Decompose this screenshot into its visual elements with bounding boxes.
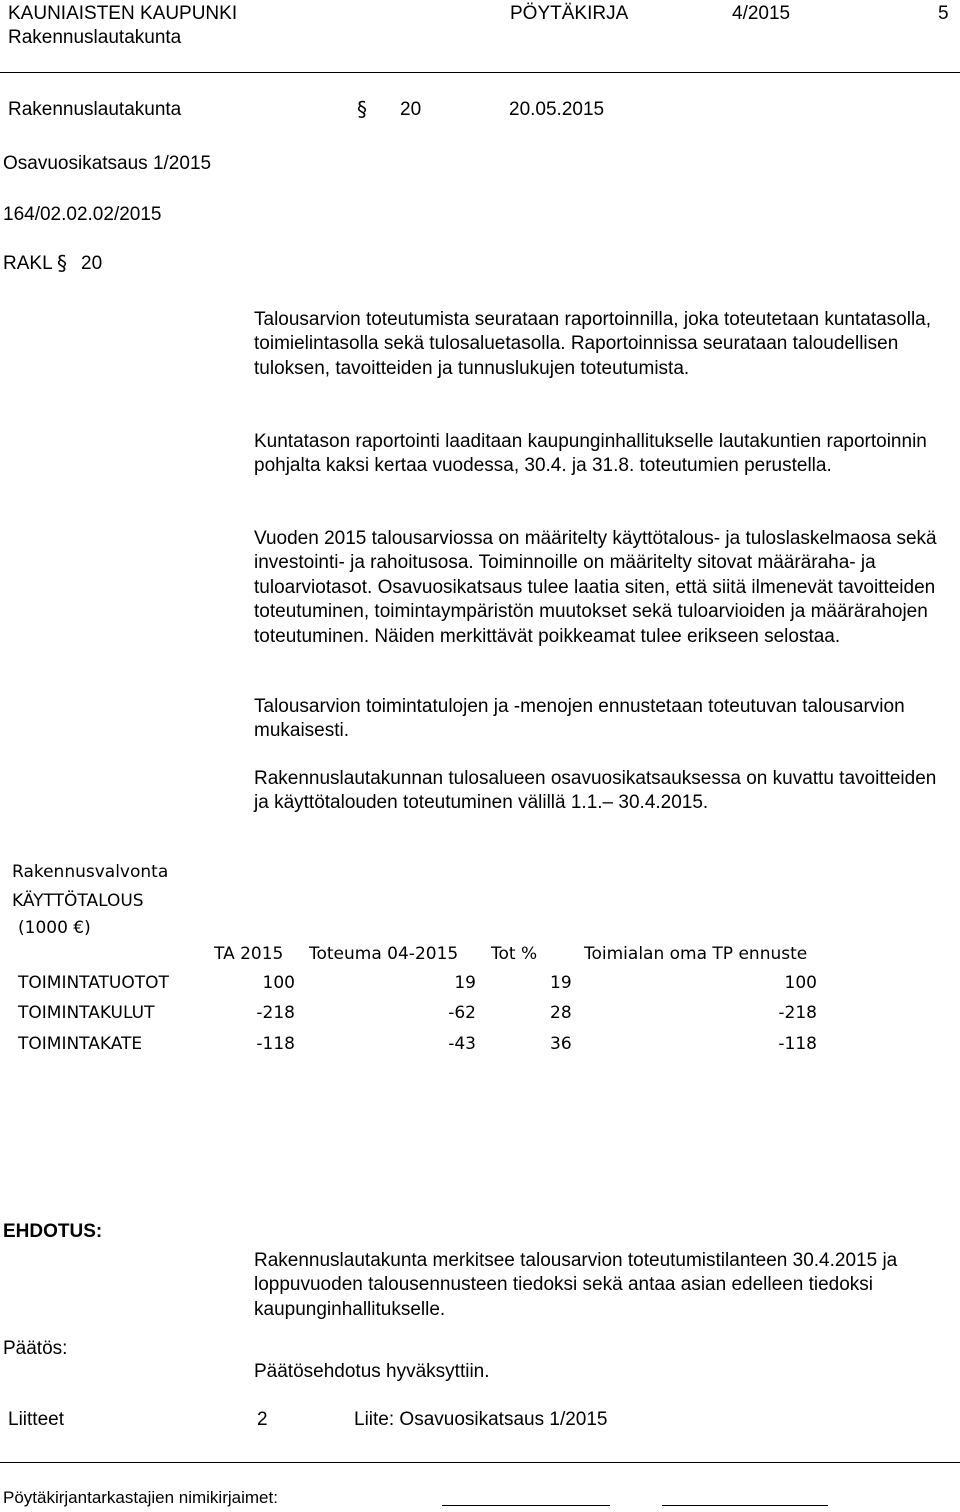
cell-ta: 100 [262, 973, 295, 993]
body-paragraph-5: Rakennuslautakunnan tulosalueen osavuosikatsauksessa on kuvattu tavoitteiden ja käyttötalouden toteutuminen välillä 1.1.– 30.4.2015. [254, 768, 937, 814]
item-title: Osavuosikatsaus 1/2015 [3, 153, 212, 174]
attachments-text: Liite: Osavuosikatsaus 1/2015 [354, 1409, 608, 1430]
column-header-toteuma: Toteuma 04-2015 [309, 944, 459, 964]
cell-toteuma: 19 [454, 973, 476, 993]
cell-toteuma: -43 [448, 1034, 476, 1054]
section-number: 20 [400, 99, 422, 120]
attachments-label: Liitteet [8, 1409, 64, 1430]
body-paragraph-4: Talousarvion toimintatulojen ja -menojen ennustetaan toteutuvan talousarvion mukaisesti. [254, 696, 905, 742]
header-doc-type: PÖYTÄKIRJA [510, 3, 629, 24]
header-body-name: Rakennuslautakunta [8, 27, 182, 48]
body-paragraph-3: Vuoden 2015 talousarviossa on määritelty käyttötalous- ja tuloslaskelmaosa sekä investointi- ja rahoitusosa. Toiminnoille on määritelty sitovat määräraha- ja tuloarviotasot. Osavuosikatsaus tulee laatia siten, että siitä ilmenevät tavoitteiden toteutuminen, toimintaympäristön muutokset sekä tuloarvioiden ja määrärahojen toteutuminen. Näiden merkittävät poikkeamat tulee erikseen selostaa. [254, 528, 937, 647]
cell-tot-percent: 36 [550, 1034, 572, 1054]
cell-ta: -118 [256, 1034, 295, 1054]
decision-label: Päätös: [3, 1338, 68, 1359]
diary-number: 164/02.02.02/2015 [3, 204, 162, 225]
proposal-label: EHDOTUS: [3, 1221, 103, 1242]
cell-ennuste: -118 [778, 1034, 817, 1054]
signature-line-1 [442, 1505, 610, 1506]
footer-divider [0, 1462, 960, 1463]
cell-tot-percent: 19 [550, 973, 572, 993]
meeting-body: Rakennuslautakunta [8, 99, 182, 120]
cell-ta: -218 [256, 1003, 295, 1023]
column-header-ennuste: Toimialan oma TP ennuste [584, 944, 808, 964]
row-label: TOIMINTAKULUT [18, 1003, 155, 1023]
table-section: KÄYTTÖTALOUS [12, 891, 144, 911]
table-unit-name: Rakennusvalvonta [12, 862, 169, 882]
decision-text: Päätösehdotus hyväksyttiin. [254, 1361, 490, 1382]
reference-section-symbol: § [57, 251, 67, 275]
cell-toteuma: -62 [448, 1003, 476, 1023]
meeting-date: 20.05.2015 [509, 99, 605, 120]
header-doc-number: 4/2015 [732, 3, 791, 24]
column-header-tot-percent: Tot % [491, 944, 538, 964]
body-paragraph-2: Kuntatason raportointi laaditaan kaupunginhallitukselle lautakuntien raportoinnin pohjalta kaksi kertaa vuodessa, 30.4. ja 31.8. toteutumien perustella. [254, 431, 927, 477]
header-divider [0, 72, 960, 73]
row-label: TOIMINTATUOTOT [18, 973, 169, 993]
cell-ennuste: -218 [778, 1003, 817, 1023]
row-label: TOIMINTAKATE [18, 1034, 143, 1054]
table-unit-note: (1000 €) [18, 918, 91, 938]
body-paragraph-1: Talousarvion toteutumista seurataan raportoinnilla, joka toteutetaan kuntatasolla, toimielintasolla sekä tulosaluetasolla. Raportoinnissa seurataan taloudellisen tuloksen, tavoitteiden ja tunnuslukujen toteutumista. [254, 309, 932, 379]
signature-line-2 [662, 1505, 828, 1506]
attachments-count: 2 [257, 1409, 268, 1430]
reference-number: 20 [81, 253, 103, 274]
section-symbol: § [357, 97, 367, 121]
reference-prefix: RAKL [3, 253, 53, 274]
header-org: KAUNIAISTEN KAUPUNKI [8, 3, 238, 24]
cell-tot-percent: 28 [550, 1003, 572, 1023]
signature-label: Pöytäkirjantarkastajien nimikirjaimet: [3, 1488, 278, 1507]
column-header-ta: TA 2015 [214, 944, 284, 964]
cell-ennuste: 100 [784, 973, 817, 993]
header-page-number: 5 [938, 3, 949, 24]
proposal-text: Rakennuslautakunta merkitsee talousarvion toteutumistilanteen 30.4.2015 ja loppuvuoden talousennusteen tiedoksi sekä antaa asian edelleen tiedoksi kaupunginhallitukselle. [254, 1250, 898, 1320]
